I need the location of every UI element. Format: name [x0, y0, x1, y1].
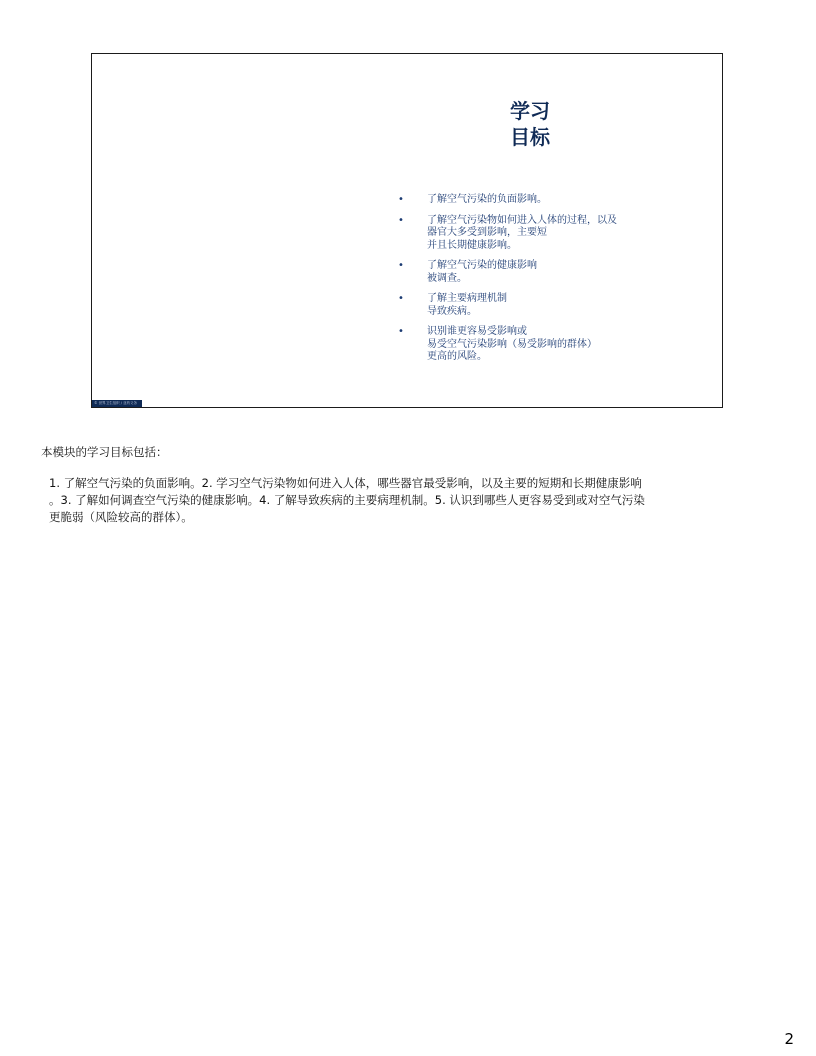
slide-frame — [91, 53, 723, 408]
slide-title-line: 目标 — [510, 125, 550, 149]
notes-intro: 本模块的学习目标包括： — [41, 445, 168, 459]
objective-line: • 识别谁更容易受影响或 — [427, 326, 527, 337]
objective-line: • 了解空气污染的健康影响 — [427, 260, 537, 271]
slide-footer-copyright: © 世界卫生组织 / 亚药义务 — [92, 400, 142, 407]
objective-item — [398, 326, 688, 364]
slide-title-line: 学习 — [510, 99, 550, 123]
notes-line: 1. 了解空气污染的负面影响。2. 学习空气污染物如何进入人体，哪些器官最受影响，以及主要的短期和长期健康影响 — [49, 476, 642, 490]
notes-line: 。3. 了解如何调查空气污染的健康影响。4. 了解导致疾病的主要病理机制。5. 认识到哪些人更容易受到或对空气污染 — [49, 493, 645, 507]
objective-line: • 了解主要病理机制 — [427, 293, 507, 304]
objective-line: 并且长期健康影响。 — [427, 239, 517, 251]
objectives-list — [398, 194, 688, 372]
page-number: 2 — [784, 1030, 794, 1048]
objective-line: 导致疾病。 — [427, 305, 477, 317]
notes-line: 更脆弱（风险较高的群体）。 — [49, 510, 193, 524]
objective-item — [398, 194, 688, 207]
objective-item — [398, 260, 688, 285]
objective-line: 器官大多受到影响，主要短 — [427, 227, 547, 238]
objective-line: • 了解空气污染的负面影响。 — [427, 194, 547, 205]
objective-line: 被调查。 — [427, 272, 467, 284]
objective-item — [398, 215, 688, 253]
slide-title — [472, 98, 588, 150]
notes-body — [49, 475, 739, 526]
objective-item — [398, 293, 688, 318]
objective-line: 更高的风险。 — [427, 351, 487, 362]
objective-line: 易受空气污染影响（易受影响的群体） — [427, 338, 597, 350]
objective-line: • 了解空气污染物如何进入人体的过程，以及 — [427, 214, 617, 226]
